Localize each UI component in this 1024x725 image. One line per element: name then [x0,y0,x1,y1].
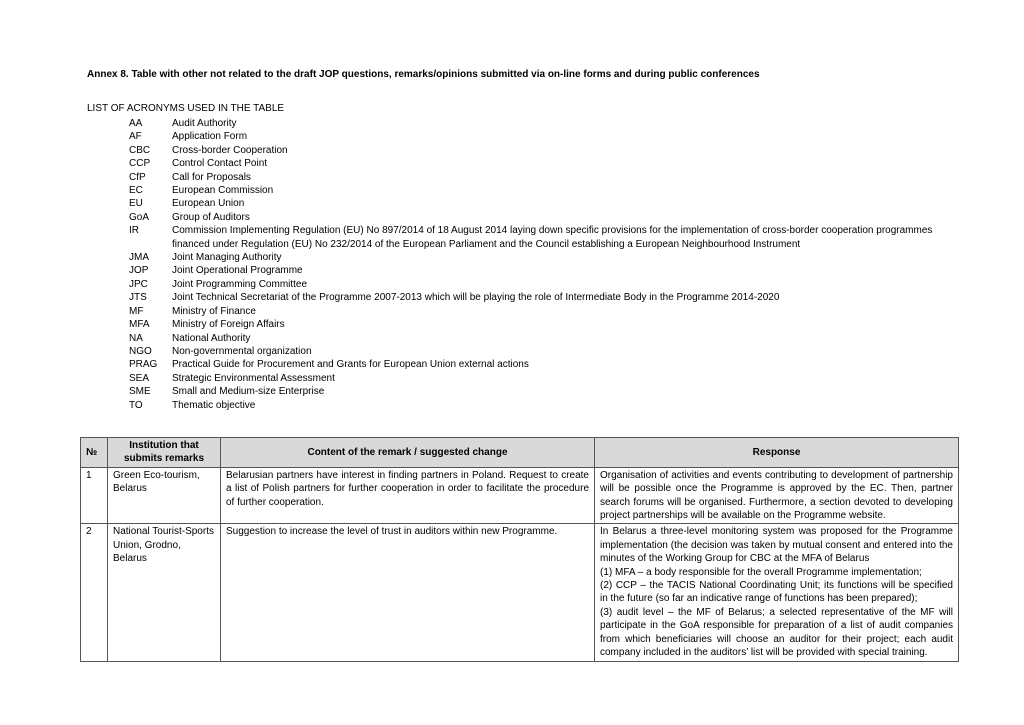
acronym-definition: Joint Programming Committee [172,278,308,290]
acronym-definition: European Commission [172,185,274,197]
table-header-row [81,438,959,468]
row-number: 2 [81,524,108,661]
row-institution: National Tourist-Sports Union, Grodno, Belarus [108,524,221,661]
acronym-row [129,184,959,197]
header-institution: Institution that submits remarks [108,438,221,468]
acronyms-title: LIST OF ACRONYMS USED IN THE TABLE [87,103,285,114]
acronym-abbr: CCP [129,158,151,170]
acronym-definition: Ministry of Finance [172,305,256,317]
acronym-row [129,291,959,304]
acronym-abbr: PRAG [129,359,158,371]
acronym-definition: Commission Implementing Regulation (EU) No 897/2014 of 18 August 2014 laying down specific provisions for the implementation of cross-border cooperation programmes financed under Regulation (EU) No 232/2014 of the European Parliament and the Council establishing a European Neighbourhood Instrument [172,225,933,250]
acronym-definition: Joint Operational Programme [172,265,303,277]
response-line: (1) MFA – a body responsible for the overall Programme implementation; [600,566,922,578]
acronym-row [129,224,959,251]
acronym-row [129,264,959,277]
response-line: Organisation of activities and events contributing to development of partnership will be possible once the Programme is approved by the EC. Then, partner search forums will be organised. Furthermore, a section devoted to developing project partnerships will be available on the Programme website. [600,469,953,522]
acronym-row [129,171,959,184]
acronym-row [129,144,959,157]
acronym-definition: Strategic Environmental Assessment [172,372,335,384]
acronym-row [129,345,959,358]
acronym-definition: Joint Managing Authority [172,252,282,264]
acronym-definition: Non-governmental organization [172,345,312,357]
acronym-row [129,117,959,130]
acronym-row [129,157,959,170]
acronym-abbr: AF [129,131,142,143]
acronym-row [129,372,959,385]
acronym-row [129,211,959,224]
acronym-abbr: CfP [129,171,146,183]
acronym-definition: Ministry of Foreign Affairs [172,319,285,331]
acronym-abbr: SEA [129,372,150,384]
acronym-row [129,130,959,143]
acronym-row [129,278,959,291]
acronym-definition: Call for Proposals [172,171,251,183]
acronym-abbr: TO [129,399,143,411]
remarks-table [80,437,959,662]
acronym-definition: European Union [172,198,245,210]
acronym-abbr: MF [129,305,144,317]
acronym-abbr: CBC [129,144,151,156]
row-number: 1 [81,467,108,524]
acronym-abbr: MFA [129,319,150,331]
acronym-row [129,332,959,345]
header-content: Content of the remark / suggested change [221,438,595,468]
acronym-row [129,251,959,264]
acronym-row [129,318,959,331]
header-number: № [81,438,108,468]
row-response [595,467,959,524]
acronym-definition: National Authority [172,332,251,344]
acronym-row [129,305,959,318]
response-line: In Belarus a three-level monitoring system was proposed for the Programme implementation (the decision was taken by mutual consent and entered into the minutes of the Working Group for CBC at the MFA of Belarus [600,526,953,565]
acronym-definition: Control Contact Point [172,158,268,170]
row-content: Suggestion to increase the level of trust in auditors within new Programme. [221,524,595,661]
response-line: (3) audit level – the MF of Belarus; a selected representative of the MF will participate in the GoA responsible for preparation of a list of audit companies from which beneficiaries will choose an auditor for their project; each audit company included in the auditors’ list will be provided with special training. [600,606,953,659]
annex-heading: Annex 8. Table with other not related to the draft JOP questions, remarks/opinions submitted via on-line forms and during public conferences [87,69,760,80]
row-institution: Green Eco-tourism, Belarus [108,467,221,524]
acronym-abbr: EC [129,185,143,197]
acronym-abbr: JOP [129,265,149,277]
acronym-abbr: JTS [129,292,147,304]
response-line: (2) CCP – the TACIS National Coordinating Unit; its functions will be specified in the future (so far an indicative range of functions has been prepared); [600,580,953,605]
acronym-abbr: GoA [129,211,150,223]
acronym-definition: Thematic objective [172,399,256,411]
acronym-abbr: JMA [129,252,149,264]
acronym-abbr: NGO [129,345,152,357]
row-response [595,524,959,661]
acronym-abbr: JPC [129,278,148,290]
acronym-abbr: IR [129,225,139,237]
acronym-row [129,358,959,371]
acronym-row [129,399,959,412]
header-response: Response [595,438,959,468]
acronym-row [129,385,959,398]
acronym-definition: Cross-border Cooperation [172,144,288,156]
acronym-definition: Group of Auditors [172,211,250,223]
acronym-abbr: NA [129,332,143,344]
acronym-row [129,197,959,210]
acronym-abbr: EU [129,198,143,210]
acronym-definition: Joint Technical Secretariat of the Programme 2007-2013 which will be playing the role of Intermediate Body in the Programme 2014-2020 [172,292,780,304]
table-row [81,524,959,661]
acronym-definition: Practical Guide for Procurement and Grants for European Union external actions [172,359,529,371]
acronym-definition: Audit Authority [172,118,237,129]
acronym-list [129,117,959,412]
acronym-abbr: AA [129,118,143,129]
acronym-definition: Application Form [172,131,248,143]
acronym-abbr: SME [129,386,151,398]
table-row [81,467,959,524]
acronym-definition: Small and Medium-size Enterprise [172,386,325,398]
row-content: Belarusian partners have interest in finding partners in Poland. Request to create a list of Polish partners for further cooperation in order to facilitate the procedure of further cooperation. [221,467,595,524]
